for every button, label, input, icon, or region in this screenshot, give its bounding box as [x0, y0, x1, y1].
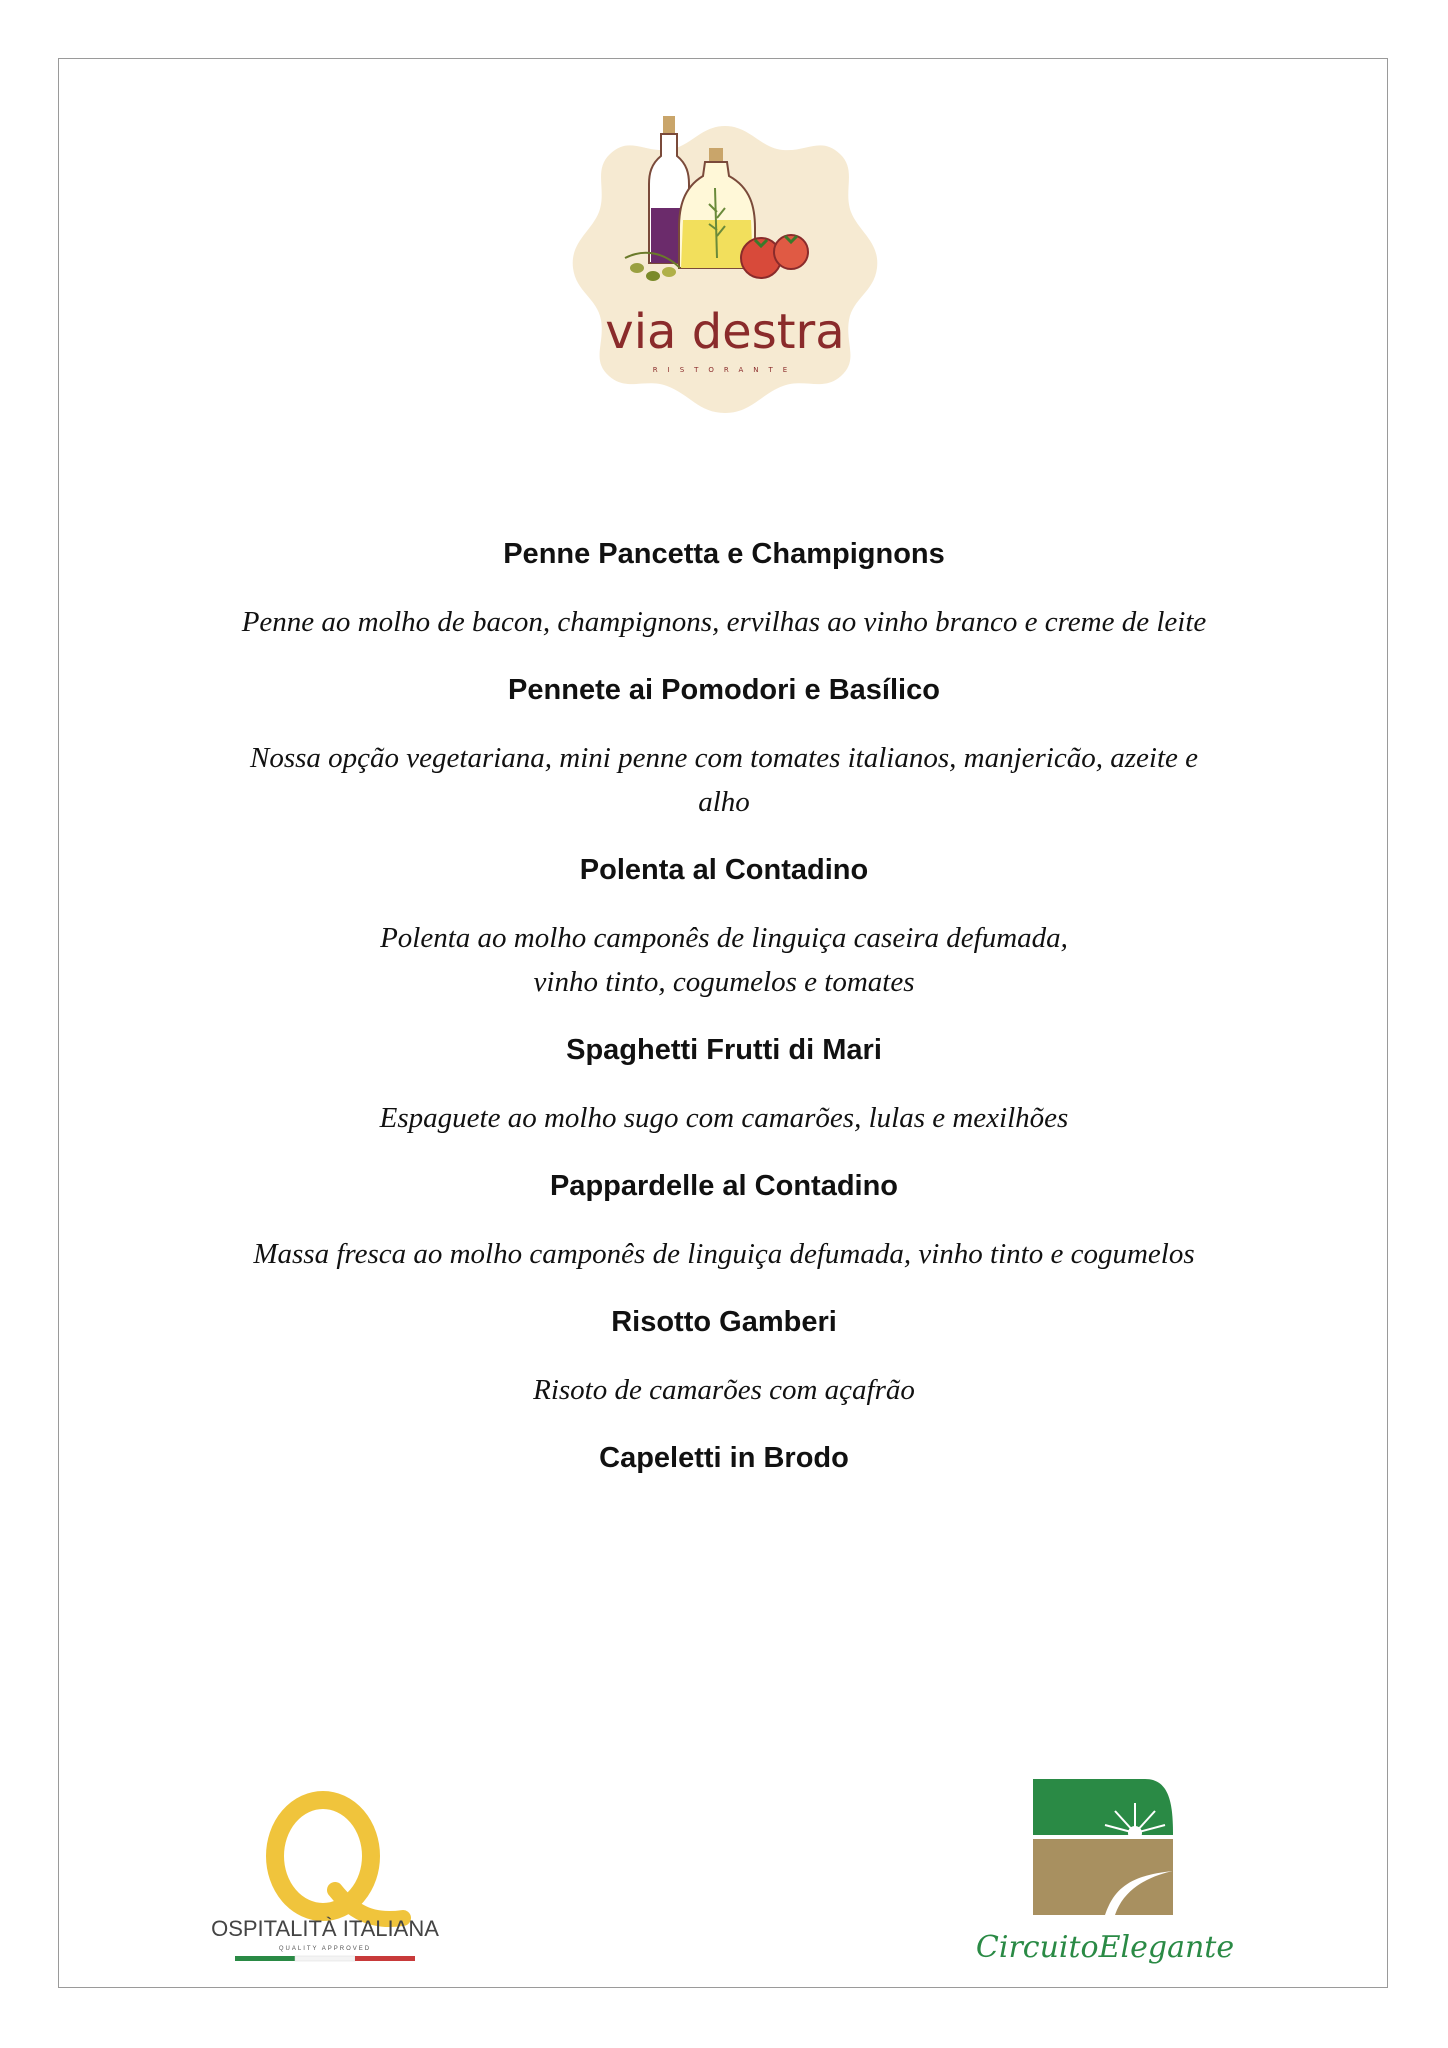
menu-item: [120, 668, 1328, 824]
menu-item: [120, 1300, 1328, 1412]
dish-name: Penne Pancetta e Champignons: [503, 538, 945, 570]
menu-item: [120, 1028, 1328, 1140]
dish-description: Polenta ao molho camponês de linguiça caseira defumada, vinho tinto, cogumelos e tomates: [380, 922, 1068, 998]
dish-description: Massa fresca ao molho camponês de linguiça defumada, vinho tinto e cogumelos: [253, 1238, 1195, 1270]
dish-name: Risotto Gamberi: [611, 1306, 837, 1338]
restaurant-logo: [565, 108, 885, 423]
menu-item: [120, 1436, 1328, 1480]
menu-item: [120, 532, 1328, 644]
dish-description: Espaguete ao molho sugo com camarões, lulas e mexilhões: [379, 1102, 1069, 1134]
dish-description: Penne ao molho de bacon, champignons, ervilhas ao vinho branco e creme de leite: [241, 606, 1207, 638]
dish-description: Risoto de camarões com açafrão: [533, 1374, 915, 1406]
dish-name: Pennete ai Pomodori e Basílico: [508, 674, 940, 706]
menu-item: [120, 1164, 1328, 1276]
dish-name: Pappardelle al Contadino: [549, 1170, 899, 1202]
dish-description: Nossa opção vegetariana, mini penne com tomates italianos, manjericão, azeite e alho: [250, 742, 1198, 818]
logo-subtitle: RISTORANTE: [652, 366, 798, 374]
ospitalita-italiana-badge: [205, 1790, 465, 1970]
dish-name: Polenta al Contadino: [579, 854, 869, 886]
dish-name: Capeletti in Brodo: [599, 1442, 849, 1474]
circuito-text: CircuitoElegante: [975, 1930, 1235, 1965]
menu-item: [120, 848, 1328, 1004]
ospitalita-subtext: QUALITY APPROVED: [278, 1946, 372, 1952]
ospitalita-text: OSPITALITÀ ITALIANA: [211, 1916, 439, 1941]
menu-list: [120, 532, 1328, 1480]
dish-name: Spaghetti Frutti di Mari: [566, 1034, 882, 1066]
logo-name: via destra: [605, 304, 845, 360]
circuito-elegante-badge: [965, 1775, 1245, 1975]
